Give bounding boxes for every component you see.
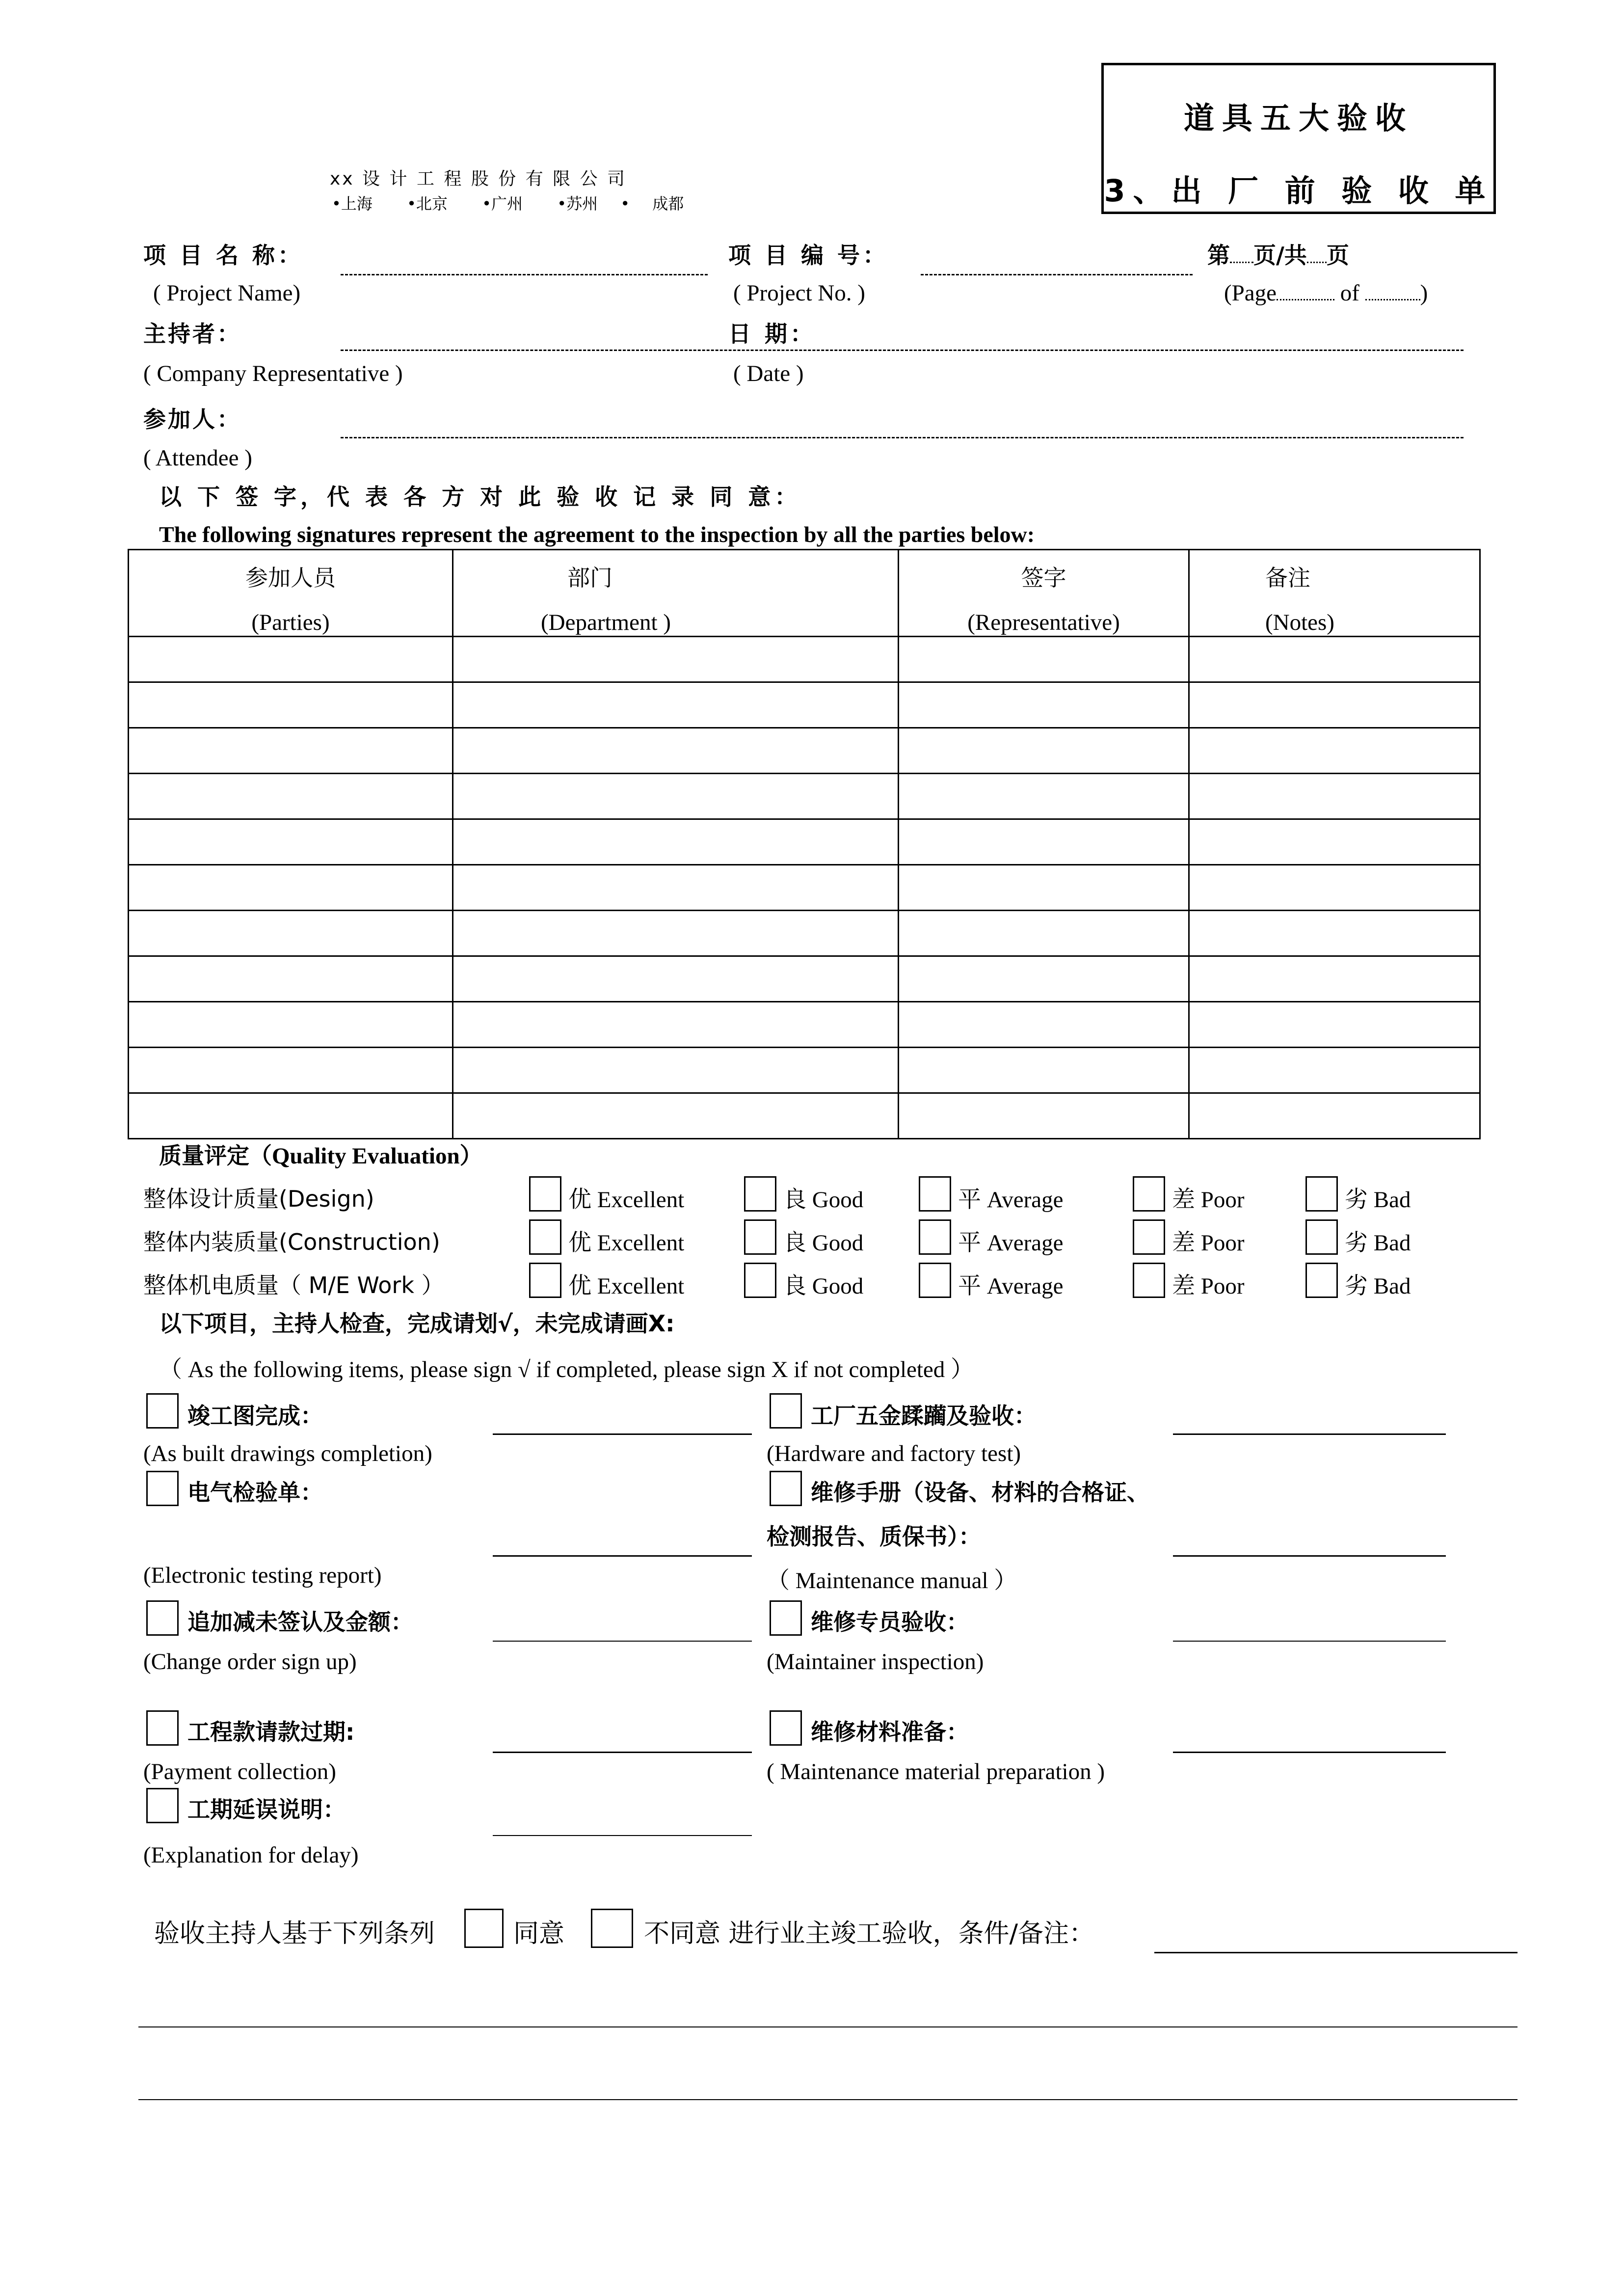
cell-parties[interactable]: [129, 1002, 453, 1048]
checkbox-good[interactable]: [744, 1219, 776, 1255]
checkbox-excellent[interactable]: [529, 1176, 561, 1212]
cell-notes[interactable]: [1189, 774, 1480, 819]
attendee-field[interactable]: [341, 437, 1464, 438]
quality-row-label: 整体内装质量(Construction): [143, 1229, 440, 1255]
item-electronic-en: (Electronic testing report): [143, 1563, 382, 1588]
checklist-intro-en: （ As the following items, please sign √ if completed, please sign X if not completed ）: [159, 1357, 974, 1382]
page-counter-en: (Page of ): [1224, 280, 1428, 306]
attendee-label: 参加人：: [143, 406, 241, 432]
cell-parties[interactable]: [129, 1048, 453, 1093]
footer-prefix: 验收主持人基于下列条列: [154, 1919, 435, 1948]
cell-representative[interactable]: [899, 637, 1189, 682]
page-current-field-en[interactable]: [1277, 299, 1334, 300]
table-row: [129, 1093, 1480, 1139]
cell-parties[interactable]: [129, 637, 453, 682]
checkbox-excellent[interactable]: [529, 1263, 561, 1298]
table-row: [129, 774, 1480, 819]
project-name-label: 项 目 名 称：: [143, 242, 304, 269]
cell-department[interactable]: [453, 1048, 899, 1093]
cell-representative[interactable]: [899, 911, 1189, 956]
table-row: [129, 1048, 1480, 1093]
cell-department[interactable]: [453, 728, 899, 774]
page-total-field[interactable]: [1307, 262, 1327, 263]
checkbox-maintenance-manual[interactable]: [770, 1471, 802, 1506]
table-row: [129, 682, 1480, 728]
table-row: [129, 956, 1480, 1002]
option-good: 良 Good: [783, 1272, 864, 1299]
option-average: 平 Average: [958, 1186, 1064, 1213]
field-material[interactable]: [1173, 1752, 1446, 1753]
quality-heading: 质量评定（Quality Evaluation）: [159, 1142, 482, 1169]
cell-department[interactable]: [453, 911, 899, 956]
cell-notes[interactable]: [1189, 1002, 1480, 1048]
footer-line-2[interactable]: [138, 2099, 1518, 2100]
checkbox-as-built[interactable]: [146, 1393, 179, 1429]
project-name-field[interactable]: [341, 274, 708, 275]
cell-representative[interactable]: [899, 682, 1189, 728]
option-good: 良 Good: [783, 1229, 864, 1256]
cell-notes[interactable]: [1189, 1048, 1480, 1093]
option-average: 平 Average: [958, 1272, 1064, 1299]
column-representative: 签字 (Representative): [899, 550, 1189, 637]
cell-notes[interactable]: [1189, 865, 1480, 911]
cell-representative[interactable]: [899, 819, 1189, 865]
table-row: [129, 1002, 1480, 1048]
city-chengdu: 成都: [652, 194, 684, 213]
cell-department[interactable]: [453, 682, 899, 728]
cell-parties[interactable]: [129, 956, 453, 1002]
checkbox-bad[interactable]: [1305, 1219, 1338, 1255]
field-as-built[interactable]: [493, 1433, 752, 1435]
disagree-checkbox[interactable]: [591, 1909, 633, 1948]
form-subtitle: 3、出 厂 前 验 收 单: [1104, 173, 1493, 209]
item-delay-en: (Explanation for delay): [143, 1842, 359, 1868]
cell-department[interactable]: [453, 1093, 899, 1139]
company-cities: [332, 191, 684, 214]
field-maintainer[interactable]: [1173, 1641, 1446, 1642]
cell-parties[interactable]: [129, 1093, 453, 1139]
field-delay[interactable]: [493, 1835, 752, 1836]
host-date-field[interactable]: [341, 350, 1464, 351]
footer-line-1[interactable]: [138, 2026, 1518, 2027]
checkbox-electronic[interactable]: [146, 1471, 179, 1506]
table-row: [129, 865, 1480, 911]
cell-parties[interactable]: [129, 911, 453, 956]
table-row: [129, 819, 1480, 865]
cell-notes[interactable]: [1189, 728, 1480, 774]
item-as-built-en: (As built drawings completion): [143, 1441, 432, 1466]
cell-notes[interactable]: [1189, 819, 1480, 865]
signature-intro: 以 下 签 字，代 表 各 方 对 此 验 收 记 录 同 意：: [159, 484, 801, 510]
column-notes: 备注 (Notes): [1189, 550, 1480, 637]
cell-notes[interactable]: [1189, 1093, 1480, 1139]
item-as-built: 竣工图完成：: [187, 1403, 323, 1429]
option-average: 平 Average: [958, 1229, 1064, 1256]
checkbox-good[interactable]: [744, 1263, 776, 1298]
cell-notes[interactable]: [1189, 911, 1480, 956]
item-hardware: 工厂五金蹂躏及验收：: [811, 1403, 1037, 1429]
cell-notes[interactable]: [1189, 956, 1480, 1002]
date-label: 日 期：: [728, 321, 816, 347]
form-title: 道具五大验收: [1183, 100, 1413, 136]
cell-department[interactable]: [453, 1002, 899, 1048]
agree-checkbox[interactable]: [464, 1909, 504, 1948]
cell-parties[interactable]: [129, 865, 453, 911]
cell-representative[interactable]: [899, 1002, 1189, 1048]
disagree-label: 不同意 进行业主竣工验收，条件/备注：: [644, 1919, 1095, 1948]
cell-parties[interactable]: [129, 728, 453, 774]
option-bad: 劣 Bad: [1345, 1229, 1411, 1256]
item-payment-en: (Payment collection): [143, 1759, 336, 1784]
checkbox-good[interactable]: [744, 1176, 776, 1212]
checkbox-payment[interactable]: [146, 1710, 179, 1746]
cell-department[interactable]: [453, 774, 899, 819]
cell-representative[interactable]: [899, 774, 1189, 819]
city-beijing: •北京: [407, 194, 448, 213]
cell-representative[interactable]: [899, 1048, 1189, 1093]
option-excellent: 优 Excellent: [568, 1186, 685, 1213]
option-excellent: 优 Excellent: [568, 1229, 685, 1256]
date-label-en: ( Date ): [733, 361, 804, 386]
cell-department[interactable]: [453, 637, 899, 682]
cell-parties[interactable]: [129, 774, 453, 819]
page-total-field-en[interactable]: [1365, 299, 1420, 300]
cell-department[interactable]: [453, 865, 899, 911]
checkbox-excellent[interactable]: [529, 1219, 561, 1255]
city-guangzhou: •广州: [482, 194, 523, 213]
project-name-label-en: ( Project Name): [153, 280, 301, 306]
item-maintenance-manual-en: （ Maintenance manual ）: [767, 1568, 1017, 1594]
field-payment[interactable]: [493, 1752, 752, 1753]
page-current-field[interactable]: [1230, 262, 1253, 263]
checkbox-poor[interactable]: [1133, 1176, 1165, 1212]
cell-representative[interactable]: [899, 865, 1189, 911]
cell-representative[interactable]: [899, 1093, 1189, 1139]
checkbox-maintainer[interactable]: [770, 1600, 802, 1636]
field-change-order[interactable]: [493, 1641, 752, 1642]
item-change-order: 追加减未签认及金额：: [187, 1609, 413, 1635]
option-poor: 差 Poor: [1172, 1272, 1245, 1299]
footer-remark-field[interactable]: [1154, 1952, 1518, 1953]
checkbox-bad[interactable]: [1305, 1176, 1338, 1212]
agree-label: 同意: [513, 1919, 565, 1948]
field-hardware[interactable]: [1173, 1433, 1446, 1435]
item-hardware-en: (Hardware and factory test): [767, 1441, 1021, 1466]
page-counter: 第 页/共 页: [1207, 242, 1349, 269]
item-electronic: 电气检验单：: [187, 1479, 323, 1506]
checkbox-poor[interactable]: [1133, 1219, 1165, 1255]
cell-notes[interactable]: [1189, 682, 1480, 728]
host-label-en: ( Company Representative ): [143, 361, 403, 386]
item-payment: 工程款请款过期:: [187, 1719, 355, 1745]
item-change-order-en: (Change order sign up): [143, 1649, 357, 1675]
checkbox-poor[interactable]: [1133, 1263, 1165, 1298]
column-parties: 参加人员 (Parties): [129, 550, 453, 637]
cell-parties[interactable]: [129, 819, 453, 865]
signature-table: [128, 549, 1481, 1139]
signature-intro-en: The following signatures represent the agreement to the inspection by all the parties below:: [159, 522, 1035, 547]
cell-representative[interactable]: [899, 956, 1189, 1002]
quality-row-label: 整体机电质量（ M/E Work ）: [143, 1272, 444, 1298]
host-label: 主持者：: [143, 321, 241, 347]
checkbox-bad[interactable]: [1305, 1263, 1338, 1298]
cell-department[interactable]: [453, 956, 899, 1002]
checkbox-material[interactable]: [770, 1710, 802, 1746]
item-maintainer-en: (Maintainer inspection): [767, 1649, 984, 1675]
option-poor: 差 Poor: [1172, 1229, 1245, 1256]
checkbox-average[interactable]: [919, 1219, 951, 1255]
city-bullet: •: [620, 194, 630, 213]
table-row: [129, 911, 1480, 956]
item-maintenance-manual-2: 检测报告、质保书）：: [767, 1523, 981, 1550]
city-suzhou: •苏州: [557, 194, 598, 213]
table-header-row: [129, 550, 1480, 637]
cell-department[interactable]: [453, 819, 899, 865]
checkbox-change-order[interactable]: [146, 1600, 179, 1636]
item-maintenance-manual: 维修手册（设备、材料的合格证、: [811, 1479, 1149, 1506]
item-material: 维修材料准备：: [811, 1719, 969, 1745]
table-row: [129, 637, 1480, 682]
checkbox-average[interactable]: [919, 1176, 951, 1212]
option-bad: 劣 Bad: [1345, 1186, 1411, 1213]
title-box: [1101, 63, 1496, 214]
field-electronic[interactable]: [493, 1555, 752, 1557]
option-bad: 劣 Bad: [1345, 1272, 1411, 1299]
item-maintainer: 维修专员验收：: [811, 1609, 969, 1635]
checkbox-average[interactable]: [919, 1263, 951, 1298]
cell-representative[interactable]: [899, 728, 1189, 774]
quality-row-label: 整体设计质量(Design): [143, 1186, 374, 1212]
project-no-label: 项 目 编 号：: [728, 242, 889, 269]
option-poor: 差 Poor: [1172, 1186, 1245, 1213]
project-no-label-en: ( Project No. ): [733, 280, 865, 306]
city-shanghai: •上海: [332, 194, 373, 213]
checklist-intro: 以下项目，主持人检查，完成请划√，未完成请画X:: [159, 1310, 675, 1337]
cell-parties[interactable]: [129, 682, 453, 728]
checkbox-delay[interactable]: [146, 1788, 179, 1823]
field-maintenance-manual[interactable]: [1173, 1555, 1446, 1557]
project-no-field[interactable]: [921, 274, 1193, 275]
option-excellent: 优 Excellent: [568, 1272, 685, 1299]
attendee-label-en: ( Attendee ): [143, 445, 252, 471]
option-good: 良 Good: [783, 1186, 864, 1213]
company-name: xx 设 计 工 程 股 份 有 限 公 司: [330, 169, 627, 189]
checkbox-hardware[interactable]: [770, 1393, 802, 1429]
cell-notes[interactable]: [1189, 637, 1480, 682]
table-row: [129, 728, 1480, 774]
column-department: 部门 (Department ): [453, 550, 899, 637]
item-delay: 工期延误说明：: [187, 1796, 346, 1823]
item-material-en: ( Maintenance material preparation ): [767, 1759, 1105, 1784]
